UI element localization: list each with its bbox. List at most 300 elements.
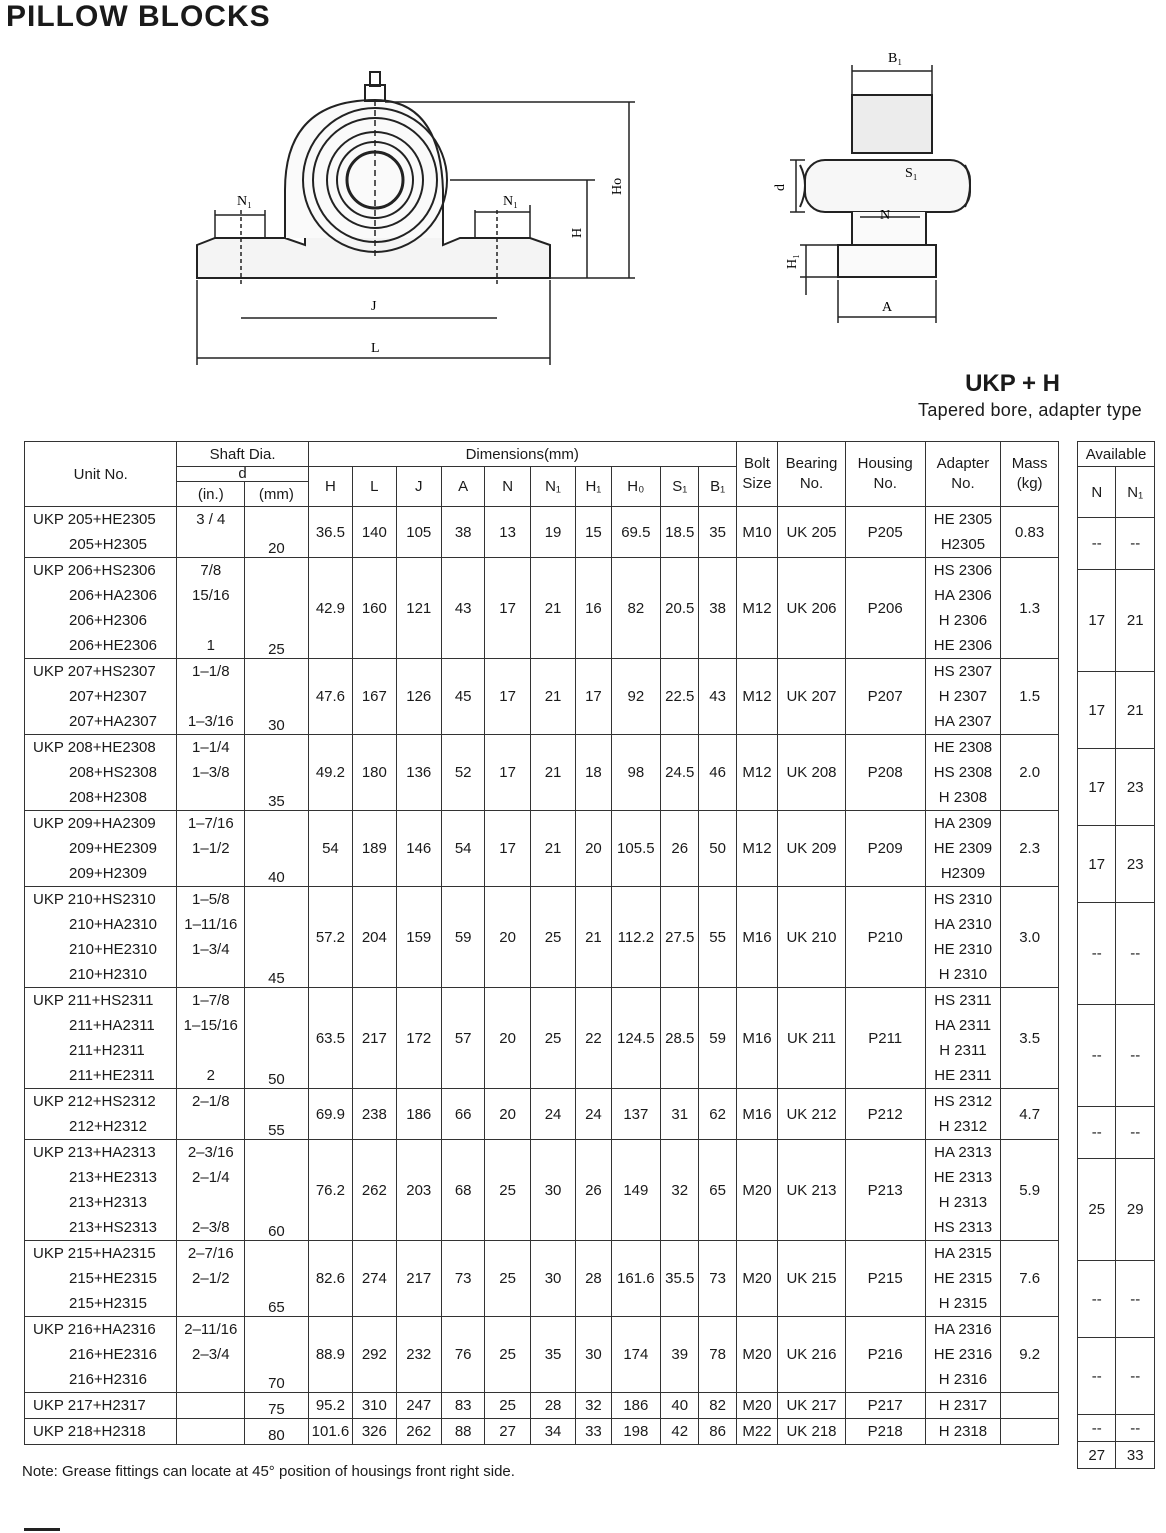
adapter-no: HS 2308 [933,764,993,781]
available-value: -- [1078,518,1116,570]
dimension-value: 73 [699,1241,736,1317]
bolt-size: M10 [736,507,777,558]
dimension-value: 21 [530,811,575,887]
bolt-size: M16 [736,988,777,1089]
adapter-no: H 2306 [938,612,988,629]
adapter-no: HA 2311 [934,1017,992,1034]
bearing-no: UK 209 [778,811,846,887]
dimension-value: 76 [441,1317,484,1393]
dimension-value: 25 [530,988,575,1089]
dimension-value: 136 [396,735,441,811]
unit-no: UKP 213+HA2313 [33,1144,156,1161]
unit-no-cell [25,735,177,811]
unit-no: UKP 207+HS2307 [33,663,156,680]
dimension-value: 69.9 [308,1089,352,1140]
adapter-no: HA 2310 [934,916,992,933]
dimension-value: 39 [661,1317,699,1393]
dimension-value: 20 [485,887,530,988]
mass-value: 5.9 [1001,1140,1059,1241]
model-heading: UKP + H [965,370,1060,397]
available-value: 25 [1078,1159,1116,1261]
inch-cell [177,1419,245,1445]
housing-no: P206 [845,558,925,659]
unit-no: 215+HE2315 [69,1270,157,1287]
unit-no: 206+H2306 [69,612,147,629]
dimension-value: 38 [441,507,484,558]
dimension-value: 34 [530,1419,575,1445]
dimension-value: 13 [485,507,530,558]
adapter-no: HA 2309 [934,815,992,832]
bolt-size: M16 [736,1089,777,1140]
unit-no: UKP 206+HS2306 [33,562,156,579]
shaft-mm: 70 [245,1317,309,1393]
unit-no-cell [25,507,177,558]
table-row [25,1089,1059,1140]
unit-no: 209+HE2309 [69,840,157,857]
mass-value: 4.7 [1001,1089,1059,1140]
page-corner-mark [24,1528,60,1531]
dimension-value: 45 [441,659,484,735]
dimension-value: 126 [396,659,441,735]
dimension-value: 238 [353,1089,396,1140]
available-value: 21 [1116,570,1155,672]
bearing-no-header: Bearing No. [778,442,846,507]
unit-no: 211+H2311 [69,1042,145,1059]
n-label: N [880,208,891,223]
shaft-inch [177,1393,244,1418]
available-value: -- [1078,1338,1116,1415]
ho-label: Ho [610,177,625,195]
shaft-mm: 40 [245,811,309,887]
shaft-inch [177,1114,244,1139]
s1-label: S₁ [905,166,918,181]
adapter-no: H 2308 [938,789,988,806]
dimension-value: 83 [441,1393,484,1419]
unit-no: 211+HE2311 [69,1067,155,1084]
dimension-value: 198 [611,1419,660,1445]
bolt-size: M20 [736,1393,777,1419]
unit-no: 213+H2313 [69,1194,147,1211]
shaft-inch [177,1419,244,1444]
shaft-mm: 65 [245,1241,309,1317]
unit-no-cell [25,988,177,1089]
shaft-inch: 2–3/4 [192,1346,230,1363]
b1-label: B₁ [888,51,903,66]
shaft-inch [177,1190,244,1215]
dimension-value: 20.5 [661,558,699,659]
dimension-value: 274 [353,1241,396,1317]
available-row [1078,1107,1155,1159]
dimension-value: 33 [576,1419,611,1445]
dimension-value: 217 [396,1241,441,1317]
inch-header: (in.) [177,482,245,507]
available-row [1078,1338,1155,1415]
adapter-no: H2305 [940,536,986,553]
unit-no: UKP 208+HE2308 [33,739,156,756]
adapter-no: HE 2313 [933,1169,993,1186]
unit-no: UKP 215+HA2315 [33,1245,156,1262]
bearing-no: UK 211 [778,988,846,1089]
available-value: 17 [1078,826,1116,903]
dimension-value: 160 [353,558,396,659]
dimension-value: 21 [530,659,575,735]
shaft-inch: 1 [206,637,215,654]
dimension-value: 25 [485,1140,530,1241]
available-value: 33 [1116,1442,1155,1469]
inch-cell [177,1393,245,1419]
bearing-no: UK 210 [778,887,846,988]
shaft-inch: 1–7/8 [192,992,230,1009]
table-row [25,887,1059,988]
unit-no: UKP 218+H2318 [33,1423,146,1440]
unit-no: 207+H2307 [69,688,147,705]
dimension-value: 42 [661,1419,699,1445]
a-label: A [882,300,893,315]
unit-no: UKP 216+HA2316 [33,1321,156,1338]
inch-cell [177,558,245,659]
dim-header-s1: S₁ [661,467,699,507]
table-row [25,1140,1059,1241]
shaft-inch [177,1038,244,1063]
shaft-inch [177,532,244,557]
available-value: -- [1116,903,1155,1005]
adapter-cell [925,988,1001,1089]
shaft-inch: 1–15/16 [183,1017,238,1034]
adapter-cell [925,507,1001,558]
dimension-value: 50 [699,811,736,887]
inch-cell [177,1241,245,1317]
table-row [25,811,1059,887]
dimension-value: 105 [396,507,441,558]
housing-no: P205 [845,507,925,558]
available-value: 17 [1078,749,1116,826]
available-value: -- [1116,518,1155,570]
available-table [1077,441,1155,1469]
available-row [1078,826,1155,903]
dimension-value: 17 [485,659,530,735]
unit-no-cell [25,1241,177,1317]
bearing-no: UK 208 [778,735,846,811]
dimension-value: 49.2 [308,735,352,811]
available-value: 23 [1116,826,1155,903]
adapter-no: H 2316 [938,1371,988,1388]
dimension-value: 17 [485,558,530,659]
dimension-value: 36.5 [308,507,352,558]
dimension-value: 27.5 [661,887,699,988]
l-label: L [371,341,380,356]
bearing-no: UK 213 [778,1140,846,1241]
available-value: -- [1078,1107,1116,1159]
bolt-size: M20 [736,1241,777,1317]
h1-label: H₁ [785,254,800,269]
dimension-value: 88.9 [308,1317,352,1393]
dimension-value: 161.6 [611,1241,660,1317]
dimension-value: 21 [576,887,611,988]
mass-value [1001,1419,1059,1445]
dimension-value: 232 [396,1317,441,1393]
bearing-no: UK 215 [778,1241,846,1317]
dimension-value: 63.5 [308,988,352,1089]
shaft-dia-header: Shaft Dia. [177,442,308,467]
available-value: 29 [1116,1159,1155,1261]
adapter-no: HS 2310 [933,891,993,908]
grease-note: Note: Grease fittings can locate at 45° position of housings front right side. [22,1463,515,1480]
dimension-value: 76.2 [308,1140,352,1241]
dimension-value: 26 [576,1140,611,1241]
adapter-cell [925,1419,1001,1445]
shaft-inch [177,684,244,709]
mass-value: 9.2 [1001,1317,1059,1393]
available-value: 21 [1116,672,1155,749]
mm-header: (mm) [245,482,309,507]
unit-no: 206+HE2306 [69,637,157,654]
dimension-value: 21 [530,558,575,659]
dimension-value: 82 [611,558,660,659]
shaft-mm: 75 [245,1393,309,1419]
dimension-value: 30 [530,1241,575,1317]
dimension-value: 292 [353,1317,396,1393]
shaft-inch: 1–11/16 [184,916,238,933]
shaft-inch: 2–7/16 [187,1245,234,1262]
adapter-cell [925,811,1001,887]
housing-no: P211 [845,988,925,1089]
adapter-no: H 2317 [938,1397,988,1414]
available-row [1078,1159,1155,1261]
dimension-value: 204 [353,887,396,988]
dimension-value: 17 [576,659,611,735]
shaft-mm: 35 [245,735,309,811]
inch-cell [177,1317,245,1393]
adapter-no: HS 2312 [933,1093,993,1110]
mass-value: 1.5 [1001,659,1059,735]
unit-no: 216+H2316 [69,1371,147,1388]
bolt-size: M16 [736,887,777,988]
adapter-no-header: Adapter No. [925,442,1001,507]
available-value: -- [1116,1107,1155,1159]
page-title: PILLOW BLOCKS [6,0,271,33]
bearing-no: UK 207 [778,659,846,735]
housing-no: P207 [845,659,925,735]
dimension-value: 310 [353,1393,396,1419]
dim-header-b1: B₁ [699,467,736,507]
available-value: 23 [1116,749,1155,826]
available-row [1078,570,1155,672]
inch-cell [177,735,245,811]
dimension-value: 59 [441,887,484,988]
dimension-value: 19 [530,507,575,558]
shaft-inch: 1–3/8 [192,764,230,781]
unit-no-cell [25,659,177,735]
mass-header: Mass (kg) [1001,442,1059,507]
mass-value: 1.3 [1001,558,1059,659]
housing-no: P212 [845,1089,925,1140]
table-row [25,988,1059,1089]
dimension-value: 217 [353,988,396,1089]
inch-cell [177,988,245,1089]
dimension-value: 149 [611,1140,660,1241]
bolt-size: M20 [736,1140,777,1241]
adapter-no: H 2311 [939,1042,987,1059]
bearing-no: UK 218 [778,1419,846,1445]
dimension-value: 124.5 [611,988,660,1089]
dimension-value: 31 [661,1089,699,1140]
side-view-drawing [760,45,980,335]
dimension-value: 55 [699,887,736,988]
available-value: 27 [1078,1442,1116,1469]
available-value: -- [1116,1261,1155,1338]
table-row [25,735,1059,811]
unit-no: 210+H2310 [69,966,147,983]
dim-header-n: N [485,467,530,507]
adapter-no: HE 2315 [933,1270,993,1287]
dimension-value: 22.5 [661,659,699,735]
dimension-value: 25 [530,887,575,988]
bearing-no: UK 205 [778,507,846,558]
unit-no: 207+HA2307 [69,713,157,730]
shaft-mm: 25 [245,558,309,659]
inch-cell [177,507,245,558]
dimensions-header: Dimensions(mm) [308,442,736,467]
mass-value: 3.5 [1001,988,1059,1089]
shaft-mm: 50 [245,988,309,1089]
housing-no: P213 [845,1140,925,1241]
housing-no: P208 [845,735,925,811]
housing-no: P215 [845,1241,925,1317]
mass-value [1001,1393,1059,1419]
unit-no: 210+HE2310 [69,941,157,958]
available-value: -- [1116,1005,1155,1107]
dimension-value: 24 [576,1089,611,1140]
unit-no: UKP 211+HS2311 [33,992,154,1009]
dimension-value: 20 [485,988,530,1089]
unit-no-cell [25,811,177,887]
dimension-value: 35 [530,1317,575,1393]
dimension-value: 88 [441,1419,484,1445]
adapter-no: H 2318 [938,1423,988,1440]
dimension-value: 46 [699,735,736,811]
dimension-value: 47.6 [308,659,352,735]
housing-no-header: Housing No. [845,442,925,507]
dim-header-l: L [353,467,396,507]
available-n1-header: N₁ [1116,467,1155,518]
shaft-inch: 1–5/8 [192,891,230,908]
shaft-inch: 1–1/4 [192,739,230,756]
adapter-no: HE 2305 [933,511,993,528]
dimension-value: 54 [308,811,352,887]
unit-no: UKP 209+HA2309 [33,815,156,832]
unit-no: 211+HA2311 [69,1017,155,1034]
available-row [1078,1442,1155,1469]
dimension-value: 20 [485,1089,530,1140]
adapter-no: HE 2308 [933,739,993,756]
dimension-value: 86 [699,1419,736,1445]
dimension-value: 35.5 [661,1241,699,1317]
available-value: 17 [1078,570,1116,672]
dimension-value: 30 [530,1140,575,1241]
n1-right-label: N₁ [503,194,518,209]
shaft-inch [177,962,244,987]
dimension-value: 38 [699,558,736,659]
dimension-value: 30 [576,1317,611,1393]
unit-no-cell [25,1419,177,1445]
shaft-inch: 2–1/2 [192,1270,230,1287]
dimension-value: 22 [576,988,611,1089]
dimension-value: 42.9 [308,558,352,659]
dimension-value: 17 [485,811,530,887]
bolt-size: M12 [736,558,777,659]
mass-value: 3.0 [1001,887,1059,988]
available-header: Available [1078,442,1155,467]
bearing-no: UK 217 [778,1393,846,1419]
shaft-mm: 55 [245,1089,309,1140]
inch-cell [177,1140,245,1241]
adapter-no: HS 2307 [933,663,993,680]
dimension-value: 43 [699,659,736,735]
available-value: -- [1078,1415,1116,1442]
bolt-size: M22 [736,1419,777,1445]
available-value: -- [1078,1005,1116,1107]
adapter-no: HS 2306 [933,562,993,579]
dimension-value: 137 [611,1089,660,1140]
unit-no: 213+HE2313 [69,1169,157,1186]
mass-value: 2.3 [1001,811,1059,887]
available-row [1078,903,1155,1005]
housing-no: P216 [845,1317,925,1393]
unit-no: 208+HS2308 [69,764,157,781]
adapter-cell [925,1393,1001,1419]
dimension-value: 26 [661,811,699,887]
shaft-inch: 2–11/16 [184,1321,238,1338]
unit-no-cell [25,1317,177,1393]
dimension-value: 203 [396,1140,441,1241]
dimension-value: 65 [699,1140,736,1241]
adapter-cell [925,1317,1001,1393]
dim-header-n1: N₁ [530,467,575,507]
adapter-no: HA 2307 [934,713,992,730]
unit-no-header: Unit No. [25,442,177,507]
mass-value: 0.83 [1001,507,1059,558]
adapter-cell [925,1089,1001,1140]
unit-no: UKP 210+HS2310 [33,891,156,908]
shaft-inch [177,608,244,633]
shaft-mm: 60 [245,1140,309,1241]
unit-no-cell [25,887,177,988]
dimension-value: 82.6 [308,1241,352,1317]
dimension-value: 54 [441,811,484,887]
adapter-no: H 2315 [938,1295,988,1312]
unit-no: 210+HA2310 [69,916,157,933]
dim-header-j: J [396,467,441,507]
available-value: -- [1116,1415,1155,1442]
bolt-size: M12 [736,659,777,735]
unit-no: 209+H2309 [69,865,147,882]
inch-cell [177,887,245,988]
available-value: 17 [1078,672,1116,749]
table-row [25,558,1059,659]
shaft-inch [177,861,244,886]
dimension-value: 52 [441,735,484,811]
inch-cell [177,659,245,735]
dimension-value: 24 [530,1089,575,1140]
shaft-inch [177,785,244,810]
available-row [1078,518,1155,570]
front-view-drawing [185,60,645,370]
mass-value: 7.6 [1001,1241,1059,1317]
shaft-mm: 20 [245,507,309,558]
adapter-no: HS 2311 [934,992,992,1009]
dimension-value: 17 [485,735,530,811]
adapter-no: H 2307 [938,688,988,705]
